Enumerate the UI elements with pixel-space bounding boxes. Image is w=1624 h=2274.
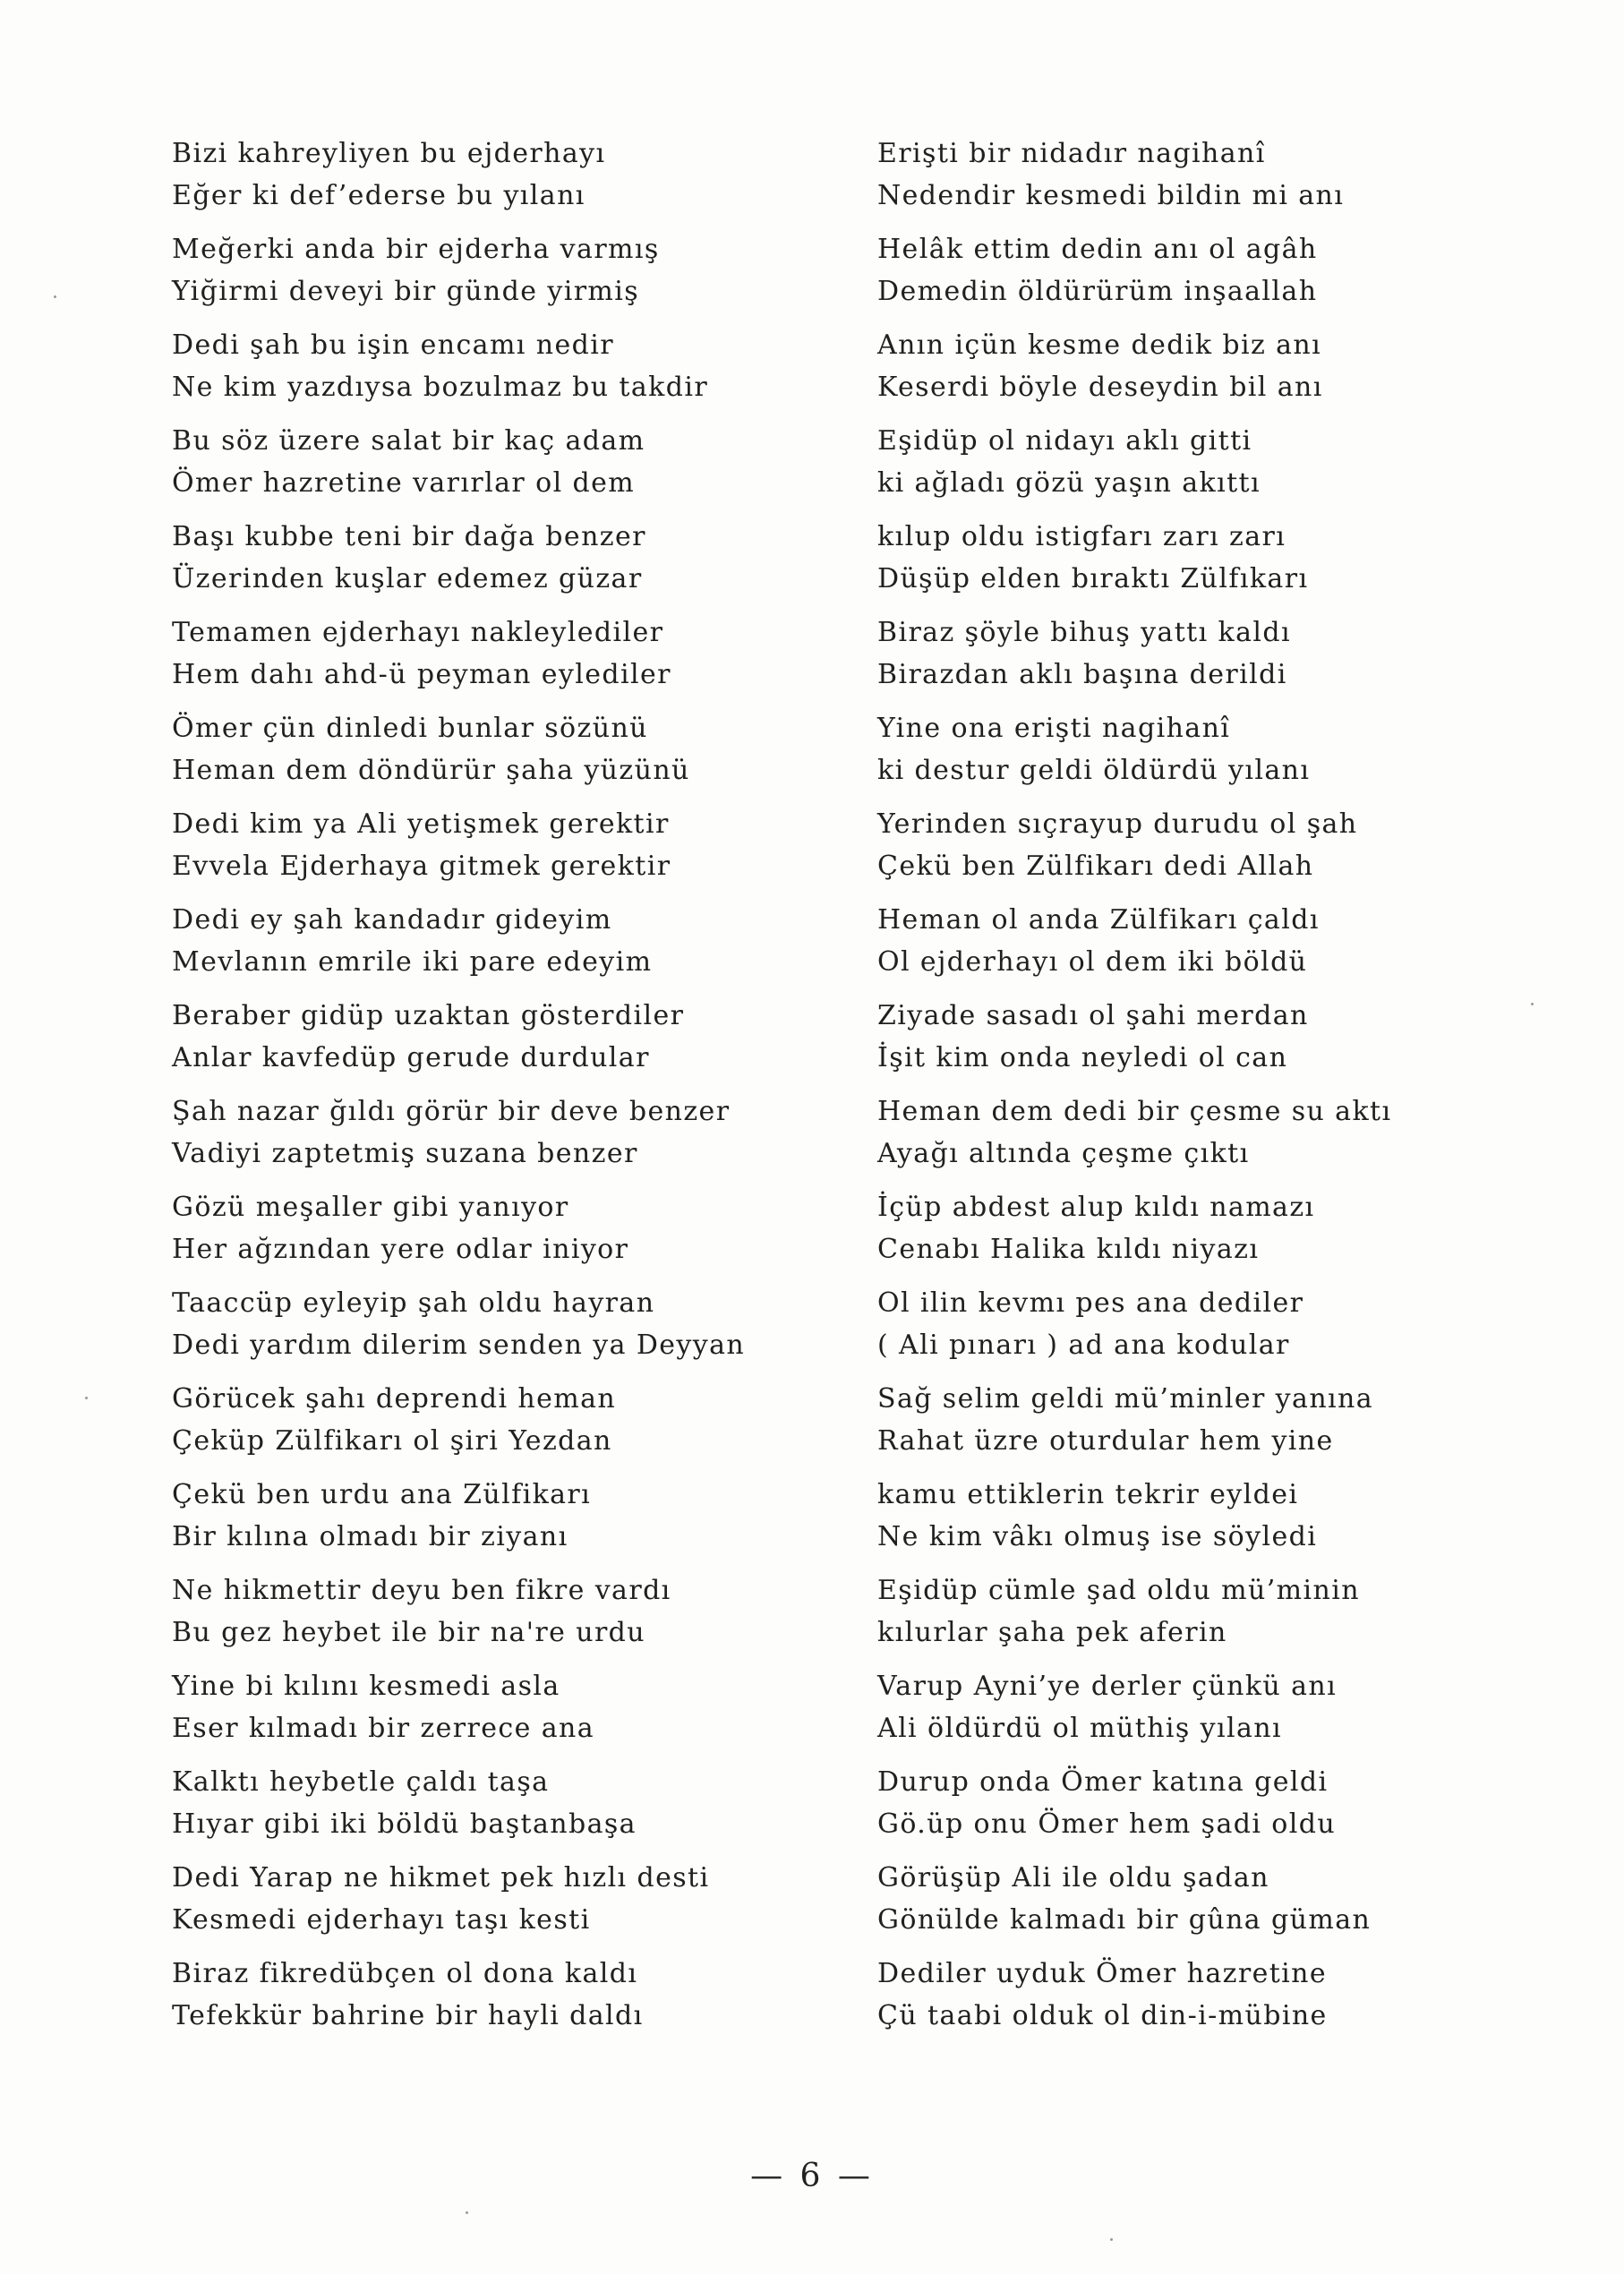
poem-line: Anın içün kesme dedik biz anı	[877, 329, 1322, 361]
poem-line: Yine bi kılını kesmedi asla	[172, 1671, 560, 1702]
right-stanza	[877, 803, 1522, 899]
right-stanza	[877, 1569, 1522, 1665]
poem-line: Demedin öldürürüm inşaallah	[877, 276, 1318, 307]
poem-line: Durup onda Ömer katına geldi	[877, 1766, 1329, 1798]
right-stanza	[877, 516, 1522, 611]
poem-line: İşit kim onda neyledi ol can	[877, 1042, 1288, 1073]
poem-line: kılup oldu istigfarı zarı zarı	[877, 521, 1286, 552]
poem-line: Gözü meşaller gibi yanıyor	[172, 1192, 569, 1223]
poem-line: Dedi kim ya Ali yetişmek gerektir	[172, 808, 670, 840]
right-stanza	[877, 324, 1522, 420]
poem-line: Düşüp elden bıraktı Zülfıkarı	[877, 563, 1309, 594]
poem-line: Çekü ben urdu ana Zülfikarı	[172, 1479, 592, 1510]
poem-line: kamu ettiklerin tekrir eyldei	[877, 1479, 1299, 1510]
poem-line: Heman dem döndürür şaha yüzünü	[172, 755, 690, 786]
poem-line: Erişti bir nidadır nagihanî	[877, 138, 1266, 169]
poem-line: Çeküp Zülfikarı ol şiri Yezdan	[172, 1425, 612, 1457]
poem-line: Görüşüp Ali ile oldu şadan	[877, 1862, 1269, 1894]
right-stanza	[877, 420, 1522, 516]
poem-line: Dedi yardım dilerim senden ya Deyyan	[172, 1329, 746, 1361]
right-stanza	[877, 611, 1522, 707]
poem-line: Bizi kahreyliyen bu ejderhayı	[172, 138, 606, 169]
poem-line: İçüp abdest alup kıldı namazı	[877, 1192, 1315, 1223]
left-stanza	[172, 899, 816, 995]
poem-line: Dedi Yarap ne hikmet pek hızlı desti	[172, 1862, 710, 1894]
poem-line: Varup Ayni’ye derler çünkü anı	[877, 1671, 1338, 1702]
poem-line: Yine ona erişti nagihanî	[877, 713, 1231, 744]
poem-line: Ali öldürdü ol müthiş yılanı	[877, 1713, 1282, 1744]
left-stanza	[172, 1665, 816, 1761]
right-stanza	[877, 1665, 1522, 1761]
poem-line: Tefekkür bahrine bir hayli daldı	[172, 2000, 644, 2031]
poem-line: Nedendir kesmedi bildin mi anı	[877, 180, 1345, 211]
poem-line: Taaccüp eyleyip şah oldu hayran	[172, 1287, 655, 1319]
left-poem-column	[172, 133, 816, 2048]
scan-speck	[466, 2211, 468, 2214]
right-poem-column	[877, 133, 1522, 2048]
left-stanza	[172, 803, 816, 899]
poem-line: Birazdan aklı başına derildi	[877, 659, 1287, 690]
left-stanza	[172, 1953, 816, 2048]
poem-line: Ömer hazretine varırlar ol dem	[172, 467, 636, 499]
left-stanza	[172, 1761, 816, 1857]
right-stanza	[877, 1953, 1522, 2048]
scan-speck	[1110, 2238, 1113, 2241]
left-stanza	[172, 1090, 816, 1186]
right-stanza	[877, 995, 1522, 1090]
poem-line: Yerinden sıçrayup durudu ol şah	[877, 808, 1358, 840]
poem-line: Sağ selim geldi mü’minler yanına	[877, 1383, 1374, 1415]
left-stanza	[172, 324, 816, 420]
poem-line: Üzerinden kuşlar edemez güzar	[172, 563, 643, 594]
poem-line: ( Ali pınarı ) ad ana kodular	[877, 1329, 1290, 1361]
left-stanza	[172, 611, 816, 707]
poem-line: Dedi şah bu işin encamı nedir	[172, 329, 614, 361]
right-stanza	[877, 228, 1522, 324]
left-stanza	[172, 707, 816, 803]
poem-line: Ziyade sasadı ol şahi merdan	[877, 1000, 1309, 1031]
poem-line: Görücek şahı deprendi heman	[172, 1383, 617, 1415]
right-stanza	[877, 133, 1522, 228]
poem-line: Eğer ki def’ederse bu yılanı	[172, 180, 585, 211]
poem-line: Eşidüp ol nidayı aklı gitti	[877, 425, 1252, 457]
poem-line: Hem dahı ahd-ü peyman eylediler	[172, 659, 671, 690]
left-stanza	[172, 1474, 816, 1569]
right-stanza	[877, 1474, 1522, 1569]
poem-line: Bir kılına olmadı bir ziyanı	[172, 1521, 568, 1552]
poem-line: Mevlanın emrile iki pare edeyim	[172, 946, 653, 978]
poem-line: Vadiyi zaptetmiş suzana benzer	[172, 1138, 638, 1169]
left-stanza	[172, 133, 816, 228]
right-stanza	[877, 1090, 1522, 1186]
poem-line: Ömer çün dinledi bunlar sözünü	[172, 713, 648, 744]
scan-speck	[1531, 1003, 1534, 1005]
poem-line: Bu söz üzere salat bir kaç adam	[172, 425, 645, 457]
poem-line: Helâk ettim dedin anı ol agâh	[877, 234, 1318, 265]
poem-line: Ne hikmettir deyu ben fikre vardı	[172, 1575, 671, 1606]
poem-line: Yiğirmi deveyi bir günde yirmiş	[172, 276, 640, 307]
left-stanza	[172, 1186, 816, 1282]
poem-line: Ol ilin kevmı pes ana dediler	[877, 1287, 1304, 1319]
poem-line: Şah nazar ğıldı görür bir deve benzer	[172, 1096, 731, 1127]
poem-line: Heman dem dedi bir çesme su aktı	[877, 1096, 1392, 1127]
poem-line: Çekü ben Zülfikarı dedi Allah	[877, 851, 1314, 882]
poem-line: ki destur geldi öldürdü yılanı	[877, 755, 1311, 786]
right-stanza	[877, 1186, 1522, 1282]
poem-line: Bu gez heybet ile bir na're urdu	[172, 1617, 646, 1648]
left-stanza	[172, 228, 816, 324]
poem-line: Rahat üzre oturdular hem yine	[877, 1425, 1334, 1457]
poem-line: Her ağzından yere odlar iniyor	[172, 1234, 629, 1265]
poem-line: Evvela Ejderhaya gitmek gerektir	[172, 851, 671, 882]
poem-line: Heman ol anda Zülfikarı çaldı	[877, 904, 1320, 936]
poem-line: Ne kim vâkı olmuş ise söyledi	[877, 1521, 1318, 1552]
poem-line: Kesmedi ejderhayı taşı kesti	[172, 1904, 591, 1936]
poem-line: Biraz fikredübçen ol dona kaldı	[172, 1958, 638, 1989]
poem-line: Ayağı altında çeşme çıktı	[877, 1138, 1250, 1169]
poem-line: Kalktı heybetle çaldı taşa	[172, 1766, 550, 1798]
scan-speck	[85, 1397, 88, 1399]
poem-line: Temamen ejderhayı nakleylediler	[172, 617, 664, 648]
poem-line: Cenabı Halika kıldı niyazı	[877, 1234, 1260, 1265]
poem-line: Başı kubbe teni bir dağa benzer	[172, 521, 646, 552]
right-stanza	[877, 1857, 1522, 1953]
poem-line: Ne kim yazdıysa bozulmaz bu takdir	[172, 372, 709, 403]
poem-line: Dediler uyduk Ömer hazretine	[877, 1958, 1328, 1989]
left-stanza	[172, 1569, 816, 1665]
right-stanza	[877, 899, 1522, 995]
poem-line: Ol ejderhayı ol dem iki böldü	[877, 946, 1308, 978]
poem-line: Hıyar gibi iki böldü baştanbaşa	[172, 1808, 637, 1840]
poem-line: Keserdi böyle deseydin bil anı	[877, 372, 1323, 403]
poem-line: kılurlar şaha pek aferin	[877, 1617, 1227, 1648]
left-stanza	[172, 1282, 816, 1378]
left-stanza	[172, 995, 816, 1090]
right-stanza	[877, 1378, 1522, 1474]
poem-line: Gönülde kalmadı bir gûna güman	[877, 1904, 1372, 1936]
poem-line: Dedi ey şah kandadır gideyim	[172, 904, 612, 936]
right-stanza	[877, 1282, 1522, 1378]
scan-speck	[54, 295, 56, 298]
poem-line: Eser kılmadı bir zerrece ana	[172, 1713, 595, 1744]
poem-line: Gö.üp onu Ömer hem şadi oldu	[877, 1808, 1337, 1840]
poem-line: Meğerki anda bir ejderha varmış	[172, 234, 660, 265]
left-stanza	[172, 420, 816, 516]
poem-line: Eşidüp cümle şad oldu mü’minin	[877, 1575, 1360, 1606]
poem-line: Biraz şöyle bihuş yattı kaldı	[877, 617, 1292, 648]
right-stanza	[877, 1761, 1522, 1857]
right-stanza	[877, 707, 1522, 803]
left-stanza	[172, 1857, 816, 1953]
page-number: — 6 —	[750, 2158, 874, 2194]
poem-line: Anlar kavfedüp gerude durdular	[172, 1042, 650, 1073]
poem-line: Çü taabi olduk ol din-i-mübine	[877, 2000, 1328, 2031]
poem-line: ki ağladı gözü yaşın akıttı	[877, 467, 1261, 499]
left-stanza	[172, 516, 816, 611]
poem-line: Beraber gidüp uzaktan gösterdiler	[172, 1000, 685, 1031]
left-stanza	[172, 1378, 816, 1474]
